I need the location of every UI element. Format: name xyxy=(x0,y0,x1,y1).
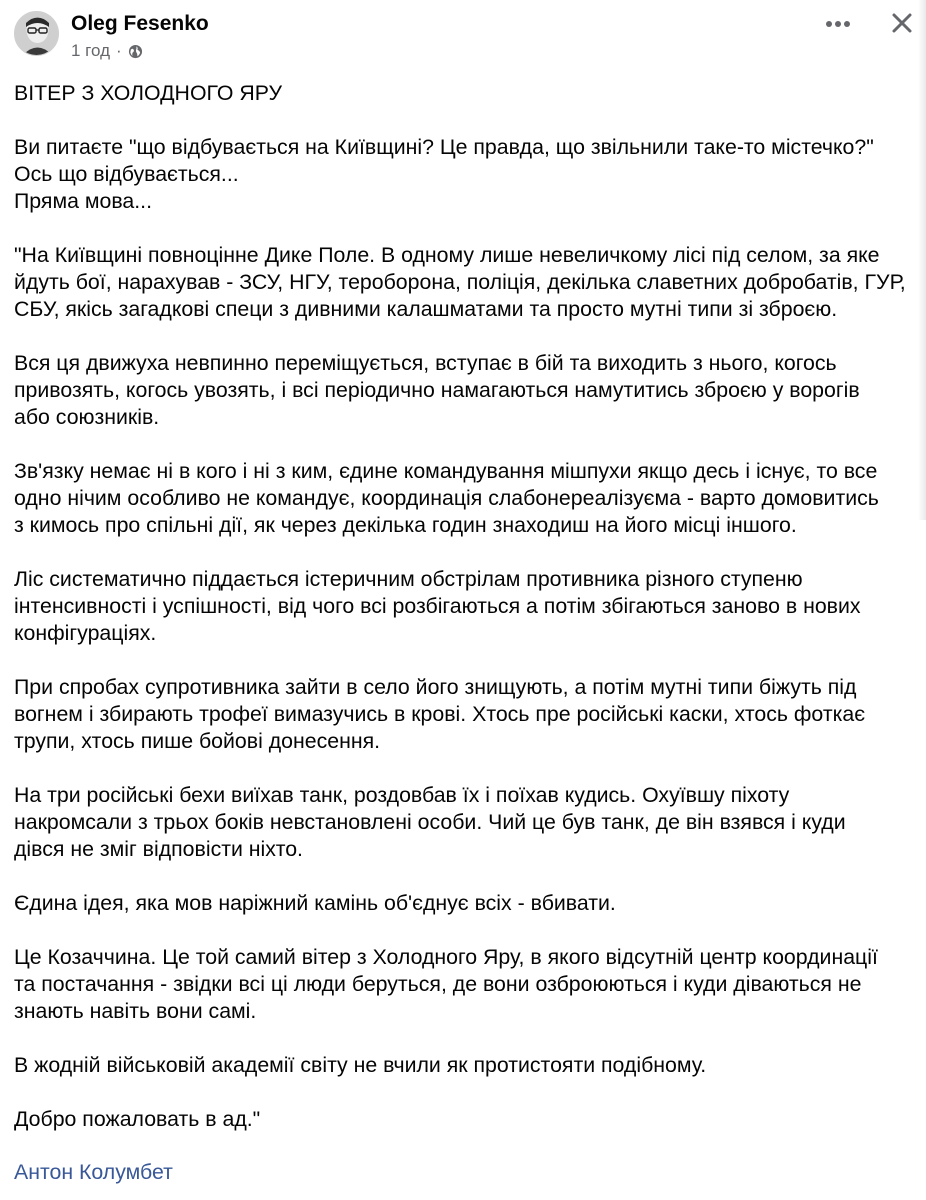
post-title xyxy=(14,80,914,107)
paragraph-line: привозять, когось увозять, і всі періодично намагаються намутитись зброєю у ворогів xyxy=(14,378,860,402)
paragraph-line: трупи, хтось пише бойові донесення. xyxy=(14,729,381,753)
post-meta: 1 год · xyxy=(71,41,143,61)
paragraph-line: вогнем і збирають трофеї вимазучись в крові. Хтось пре російські каски, хтось фоткає xyxy=(14,702,866,726)
close-button[interactable] xyxy=(885,6,919,40)
paragraph-line: Пряма мова... xyxy=(14,189,153,213)
post-paragraph xyxy=(14,944,914,1025)
paragraph-line: дівся не зміг відповісти ніхто. xyxy=(14,837,303,861)
paragraph-line: одно нічим особливо не командує, координація слабонереалізуєма - варто домовитись xyxy=(14,486,879,510)
paragraph-line: ВІТЕР З ХОЛОДНОГО ЯРУ xyxy=(14,81,282,105)
paragraph-line: конфігураціях. xyxy=(14,621,157,645)
post-paragraph xyxy=(14,458,914,539)
post-header xyxy=(0,0,926,70)
paragraph-line: При спробах супротивника зайти в село його знищують, а потім мутні типи біжуть під xyxy=(14,675,857,699)
paragraph-line: Це Козаччина. Це той самий вітер з Холодного Яру, в якого відсутній центр координації xyxy=(14,945,878,969)
post-paragraph xyxy=(14,890,914,917)
post-paragraph xyxy=(14,1106,914,1133)
scrollbar-edge xyxy=(918,0,926,520)
paragraph-line: знають навіть вони самі. xyxy=(14,999,257,1023)
post-paragraph xyxy=(14,1052,914,1079)
paragraph-line: Ви питаєте "що відбувається на Київщині? Це правда, що звільнили таке-то містечко?" xyxy=(14,135,874,159)
paragraph-line: Ліс систематично піддається істеричним обстрілам противника різного ступеню xyxy=(14,567,803,591)
avatar[interactable] xyxy=(14,11,59,56)
paragraph-line: або союзників. xyxy=(14,405,160,429)
more-options-button[interactable] xyxy=(823,10,853,38)
post-paragraph xyxy=(14,782,914,863)
post-paragraph xyxy=(14,134,914,215)
paragraph-line: йдуть бої, нарахував - ЗСУ, НГУ, тероборона, поліція, декілька славетних добробатів, ГУР, xyxy=(14,270,906,294)
paragraph-line: та постачання - звідки всі ці люди беруться, де вони озброюються і куди діваються не xyxy=(14,972,862,996)
paragraph-line: Єдина ідея, яка мов наріжний камінь об'єднує всіх - вбивати. xyxy=(14,891,616,915)
post-paragraph xyxy=(14,674,914,755)
paragraph-line: Ось що відбувається... xyxy=(14,162,239,186)
author-name[interactable]: Oleg Fesenko xyxy=(71,12,209,35)
post-paragraph xyxy=(14,566,914,647)
paragraph-line: Зв'язку немає ні в кого і ні з ким, єдине командування мішпухи якщо десь і існує, то все xyxy=(14,459,878,483)
close-icon xyxy=(891,12,913,34)
post-paragraph xyxy=(14,242,914,323)
paragraph-line: Добро пожаловать в ад." xyxy=(14,1107,261,1131)
paragraph-line: СБУ, якісь загадкові специ з дивними калашматами та просто мутні типи зі зброєю. xyxy=(14,297,838,321)
post-body xyxy=(14,80,914,1160)
paragraph-line: Вся ця движуха невпинно переміщується, вступає в бій та виходить з нього, когось xyxy=(14,351,837,375)
avatar-photo-icon xyxy=(15,12,59,56)
paragraph-line: На три російські бехи виїхав танк, роздовбав їх і поїхав кудись. Охуївшу піхоту xyxy=(14,783,790,807)
paragraph-line: з кимось про спільні дії, як через декілька годин знаходиш на його місці іншого. xyxy=(14,513,797,537)
paragraph-line: накромсали з трьох боків невстановлені особи. Чий це був танк, де він взявся і куди xyxy=(14,810,846,834)
paragraph-line: "На Київщині повноцінне Дике Поле. В одному лише невеличкому лісі під селом, за яке xyxy=(14,243,880,267)
globe-icon xyxy=(128,44,143,59)
paragraph-line: інтенсивності і успішності, від чого всі розбігаються а потім збігаються заново в нових xyxy=(14,594,861,618)
post-time[interactable]: 1 год xyxy=(71,41,111,60)
post-paragraph xyxy=(14,350,914,431)
signature-link[interactable]: Антон Колумбет xyxy=(14,1160,173,1184)
more-icon xyxy=(825,20,851,28)
paragraph-line: В жодній військовій академії світу не вчили як протистояти подібному. xyxy=(14,1053,707,1077)
